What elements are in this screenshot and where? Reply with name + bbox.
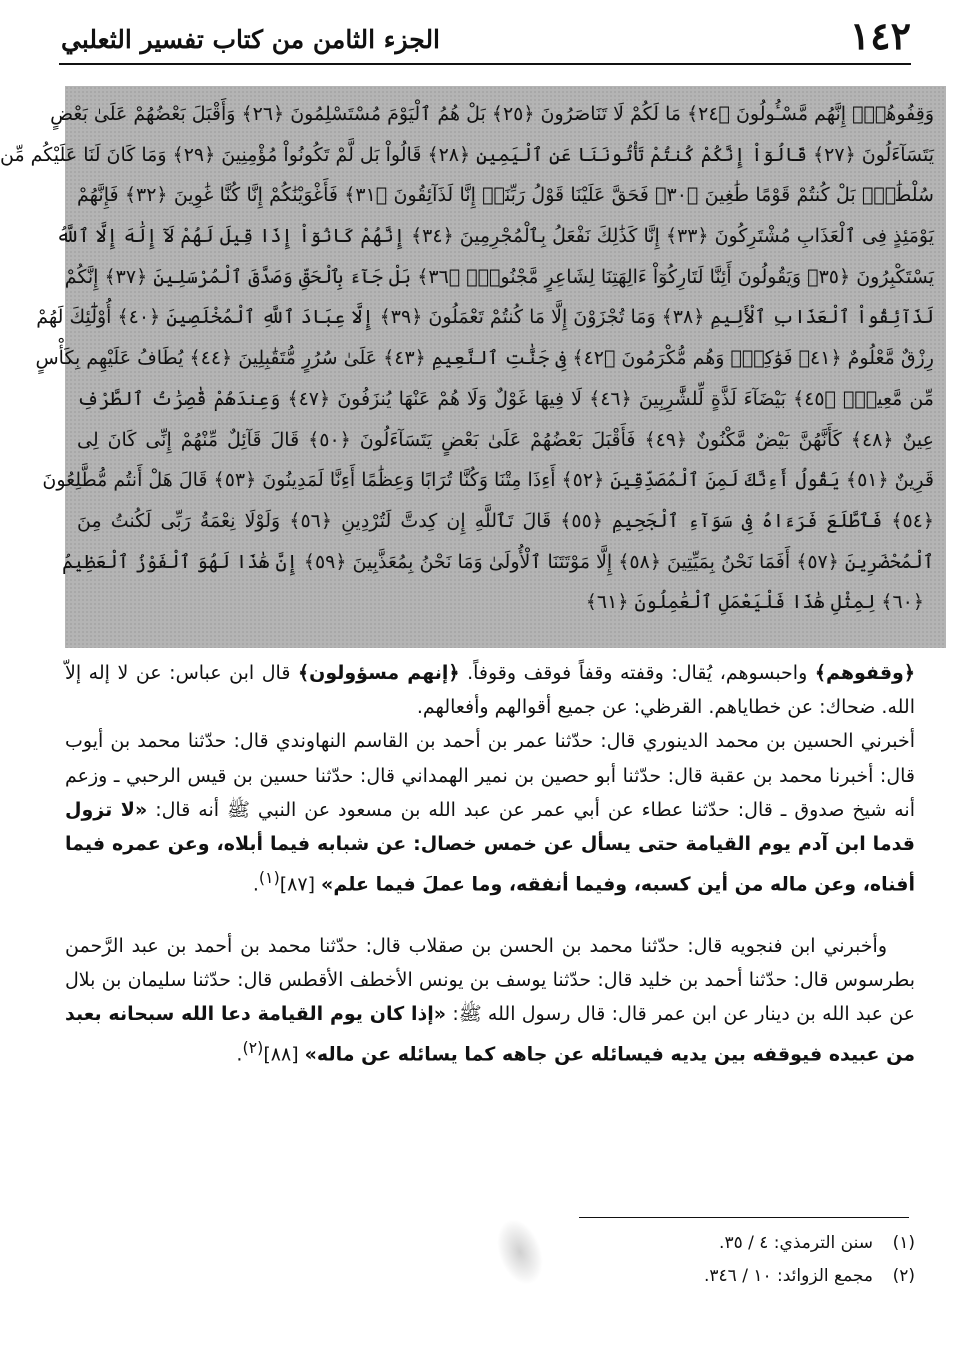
- hadith-text: «إذا كان يوم القيامة دعا الله سبحانه بعبد من عبيده فيوقفه بين يديه فيسائله عن جاهه كما يسائله عن ماله»: [65, 1003, 915, 1066]
- page-number: ١٤٢: [849, 13, 911, 58]
- isnad-text: أخبرني الحسين بن محمد الدينوري قال: حدّثنا عمر بن أحمد بن القاسم النهاوندي قال: حدّثنا محمد بن أيوب قال: أخبرنا محمد بن عقبة قال: حدّثنا أبو حصين بن نمير الهمداني قال: حدّثنا حسين بن قيس الرحبي ـ وزعم أنه شيخ صدوق ـ قال: حدّثنا عطاء عن أبي عمر عن عبد الله بن مسعود عن النبي ﷺ أنه قال:: [65, 730, 915, 821]
- hadith-paragraph: [65, 929, 915, 1072]
- quran-line: مِّن مَّعِينٍۭ ﴿٤٥﴾ بَيْضَآءَ لَذَّةٍ لِّلشَّٰرِبِينَ ﴿٤٦﴾ لَا فِيهَا غَوْلٌ وَلَا هُمْ عَنْهَا يُنزَفُونَ ﴿٤٧﴾ وَعِندَهُمْ قَٰصِرَٰتُ ٱلطَّرْفِ: [77, 387, 934, 410]
- footnote-number: (١): [892, 1233, 915, 1253]
- quran-line: يَتَسَآءَلُونَ ﴿٢٧﴾ قَالُوٓاْ إِنَّكُمْ كُنتُمْ تَأْتُونَنَا عَنِ ٱلْيَمِينِ ﴿٢٨﴾ قَالُواْ بَل لَّمْ تَكُونُواْ مُؤْمِنِينَ ﴿٢٩﴾ وَمَا كَانَ لَنَا عَلَيْكُم مِّن: [0, 143, 934, 166]
- quran-line: قَرِينٌ ﴿٥١﴾ يَقُولُ أَءِنَّكَ لَمِنَ ٱلْمُصَدِّقِينَ ﴿٥٢﴾ أَءِذَا مِتْنَا وَكُنَّا تُرَابًا وَعِظَٰمًا أَءِنَّا لَمَدِينُونَ ﴿٥٣﴾ قَالَ هَلْ أَنتُم مُّطَّلِعُونَ: [42, 469, 934, 492]
- hadith-paragraph: [65, 724, 915, 901]
- hadith-ref: [٨٨]: [263, 1043, 305, 1066]
- hadith-ref: [٨٧]: [279, 873, 322, 896]
- footnote-text: سنن الترمذي: ٤ / ٣٥.: [719, 1233, 873, 1253]
- period: .: [252, 873, 259, 896]
- footnote-ref[interactable]: (٢): [242, 1038, 264, 1058]
- quoted-term: ﴿وقفوهم﴾: [814, 662, 915, 684]
- period: .: [236, 1043, 243, 1066]
- quran-line: سُلْطَٰنٍۭ بَلْ كُنتُمْ قَوْمًا طَٰغِينَ ﴿٣٠﴾ فَحَقَّ عَلَيْنَا قَوْلُ رَبِّنَآۖ إِنَّا لَذَآئِقُونَ ﴿٣١﴾ فَأَغْوَيْنَٰكُمْ إِنَّا كُنَّا غَٰوِينَ ﴿٣٢﴾ فَإِنَّهُمْ: [77, 184, 934, 207]
- quran-line: رِزْقٌ مَّعْلُومٌ ﴿٤١﴾ فَوَٰكِهُۖ وَهُم مُّكْرَمُونَ ﴿٤٢﴾ فِى جَنَّٰتِ ٱلنَّعِيمِ ﴿٤٣﴾ عَلَىٰ سُرُرٍ مُّتَقَٰبِلِينَ ﴿٤٤﴾ يُطَافُ عَلَيْهِم بِكَأْسٍ: [35, 347, 934, 370]
- footnote: [704, 1260, 915, 1293]
- footnote-ref[interactable]: (١): [258, 868, 280, 888]
- quran-line: لَذَآئِقُواْ ٱلْعَذَابِ ٱلْأَلِيمِ ﴿٣٨﴾ وَمَا تُجْزَوْنَ إِلَّا مَا كُنتُمْ تَعْمَلُونَ ﴿٣٩﴾ إِلَّا عِبَادَ ٱللَّهِ ٱلْمُخْلَصِينَ ﴿٤٠﴾ أُوْلَٰٓئِكَ لَهُمْ: [36, 306, 934, 329]
- footnotes: [704, 1227, 915, 1293]
- page-header: [61, 14, 911, 64]
- footnote: [704, 1227, 915, 1260]
- footnote-number: (٢): [892, 1266, 915, 1286]
- commentary-text: [65, 656, 915, 1072]
- header-rule: [59, 63, 911, 65]
- quran-verses-box: [0, 86, 946, 648]
- quran-line: ٱلْمُحْضَرِينَ ﴿٥٧﴾ أَفَمَا نَحْنُ بِمَيِّتِينَ ﴿٥٨﴾ إِلَّا مَوْتَتَنَا ٱلْأُولَىٰ وَمَا نَحْنُ بِمُعَذَّبِينَ ﴿٥٩﴾ إِنَّ هَٰذَا لَهُوَ ٱلْفَوْزُ ٱلْعَظِيمُ: [62, 550, 934, 573]
- quran-line: يَوْمَئِذٍ فِى ٱلْعَذَابِ مُشْتَرِكُونَ ﴿٣٣﴾ إِنَّا كَذَٰلِكَ نَفْعَلُ بِٱلْمُجْرِمِينَ ﴿٣٤﴾ إِنَّهُمْ كَانُوٓاْ إِذَا قِيلَ لَهُمْ لَآ إِلَٰهَ إِلَّا ٱللَّهُ: [56, 225, 934, 248]
- running-title: الجزء الثامن من كتاب تفسير الثعلبي: [61, 25, 441, 54]
- quran-line: يَسْتَكْبِرُونَ ﴿٣٥﴾ وَيَقُولُونَ أَئِنَّا لَتَارِكُوٓاْ ءَالِهَتِنَا لِشَاعِرٍ مَّجْنُونٍۭ ﴿٣٦﴾ بَلْ جَآءَ بِٱلْحَقِّ وَصَدَّقَ ٱلْمُرْسَلِينَ ﴿٣٧﴾ إِنَّكُمْ: [64, 265, 934, 288]
- footnote-text: مجمع الزوائد: ١٠ / ٣٤٦.: [704, 1266, 873, 1286]
- isnad-text: وأخبرني ابن فنجويه قال: حدّثنا محمد بن الحسن بن صقلاب قال: حدّثنا محمد بن أحمد بن عبد الرَّحمن بطرسوس قال: حدّثنا أحمد بن خليد قال: حدّثنا يوسف بن يونس الأخطف الأقطس قال: حدّثنا سليمان بن بلال عن عبد الله بن دينار عن ابن عمر قال: قال رسول الله ﷺ:: [65, 934, 915, 1026]
- quran-line: ﴿٥٤﴾ فَٱطَّلَعَ فَرَءَاهُ فِى سَوَآءِ ٱلْجَحِيمِ ﴿٥٥﴾ قَالَ تَٱللَّهِ إِن كِدتَّ لَتُرْدِينِ ﴿٥٦﴾ وَلَوْلَا نِعْمَةُ رَبِّى لَكُنتُ مِنَ: [77, 509, 934, 532]
- commentary-paragraph: [65, 656, 915, 724]
- paragraph-text: قال ابن عباس: عن لا إله إلاّ الله. ضحاك: عن خطاياهم. القرظي: عن جميع أقوالهم وأفعالهم.: [65, 662, 915, 719]
- scan-smudge: [489, 1213, 552, 1291]
- quran-line: ﴿٦٠﴾ لِمِثْلِ هَٰذَا فَلْيَعْمَلِ ٱلْعَٰمِلُونَ ﴿٦١﴾: [585, 591, 924, 614]
- quran-line: عِينٌ ﴿٤٨﴾ كَأَنَّهُنَّ بَيْضٌ مَّكْنُونٌ ﴿٤٩﴾ فَأَقْبَلَ بَعْضُهُمْ عَلَىٰ بَعْضٍ يَتَسَآءَلُونَ ﴿٥٠﴾ قَالَ قَآئِلٌ مِّنْهُمْ إِنِّى كَانَ لِى: [77, 428, 934, 451]
- quran-line: وَقِفُوهُمْۖ إِنَّهُم مَّسْـُٔولُونَ ﴿٢٤﴾ مَا لَكُمْ لَا تَنَاصَرُونَ ﴿٢٥﴾ بَلْ هُمُ ٱلْيَوْمَ مُسْتَسْلِمُونَ ﴿٢٦﴾ وَأَقْبَلَ بَعْضُهُمْ عَلَىٰ بَعْضٍ: [50, 103, 934, 125]
- quoted-term: ﴿إنهم مسؤولون﴾: [297, 662, 460, 684]
- footnote-rule: [579, 1217, 909, 1218]
- hadith-text: «لا تزول قدما ابن آدم يوم القيامة حتى يسأل عن خمس خصال: عن شبابه فيما أبلاه، وعن عمره فيما أفناه، وعن ماله من أين كسبه، وفيما أنفقه، وما عملَ فيما علم»: [65, 798, 915, 896]
- paragraph-text: واحبسوهم، يُقال: وقفته وقفاً فوقف وقوفاً.: [459, 662, 815, 684]
